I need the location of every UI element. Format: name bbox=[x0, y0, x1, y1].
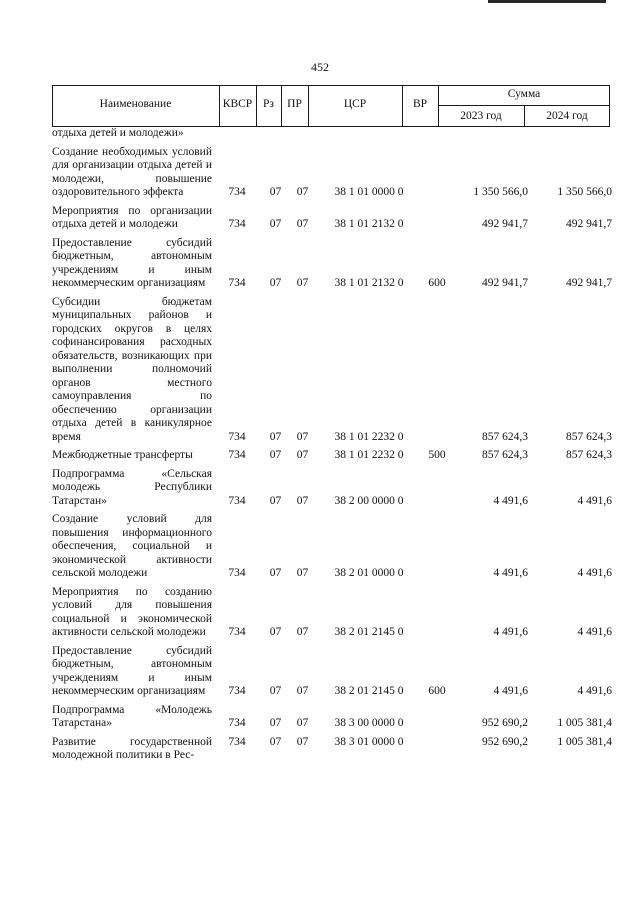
table-row bbox=[52, 205, 612, 232]
row-name: отдыха детей и молодежи» bbox=[52, 127, 184, 139]
row-rz: 07 bbox=[269, 430, 282, 443]
row-sum-2023: 492 941,7 bbox=[482, 277, 528, 289]
row-name: Подпрограмма «Молодежь Татарстана» bbox=[52, 703, 212, 729]
row-sum-2024: 4 491,6 bbox=[577, 626, 612, 638]
row-sum-2023: 1 350 566,0 bbox=[473, 186, 528, 198]
row-csr: 38 2 01 2145 0 bbox=[334, 685, 404, 697]
row-sum-2023: 952 690,2 bbox=[482, 717, 528, 729]
row-name: Мероприятия по организации отдыха детей и молодежи bbox=[52, 204, 212, 230]
row-rz: 07 bbox=[269, 626, 282, 638]
row-kvsr: 734 bbox=[228, 277, 246, 289]
table-row bbox=[52, 237, 612, 291]
row-kvsr: 734 bbox=[228, 186, 246, 198]
header-year-2023: 2023 год bbox=[460, 110, 502, 122]
row-rz: 07 bbox=[269, 717, 282, 729]
row-name: Субсидии бюджетам муниципальных районов и городских округов в целях софинансирования расходных обязательств, возникающих при выполнении полномочий органов местного самоуправления по обеспечению организации отдыха детей в каникулярное время bbox=[52, 295, 212, 443]
row-sum-2024: 4 491,6 bbox=[577, 685, 612, 697]
row-sum-2023: 492 941,7 bbox=[482, 218, 528, 230]
row-pr: 07 bbox=[296, 186, 309, 198]
row-sum-2024: 1 350 566,0 bbox=[557, 186, 612, 198]
sum-subheader-line bbox=[438, 105, 610, 106]
header-vr: ВР bbox=[412, 98, 428, 110]
row-vr: 600 bbox=[428, 685, 446, 697]
row-name: Развитие государственной молодежной политики в Рес- bbox=[52, 735, 212, 761]
row-name: Предоставление субсидий бюджетным, автономным учреждениям и иным некоммерческим организациям bbox=[52, 644, 212, 697]
row-kvsr: 734 bbox=[228, 717, 246, 729]
row-pr: 07 bbox=[296, 685, 309, 697]
row-pr: 07 bbox=[296, 717, 309, 729]
row-name: Создание необходимых условий для организации отдыха детей и молодежи, повышение оздоровительного эффекта bbox=[52, 145, 212, 198]
row-sum-2024: 4 491,6 bbox=[577, 494, 612, 507]
row-sum-2023: 952 690,2 bbox=[482, 735, 528, 748]
table-row bbox=[52, 513, 612, 581]
row-kvsr: 734 bbox=[228, 494, 246, 507]
row-sum-2024: 492 941,7 bbox=[566, 277, 612, 289]
table-row bbox=[52, 586, 612, 640]
table-row bbox=[52, 449, 612, 463]
row-pr: 07 bbox=[296, 626, 309, 638]
row-rz: 07 bbox=[269, 186, 282, 198]
table-row bbox=[52, 468, 612, 509]
row-sum-2023: 4 491,6 bbox=[493, 685, 528, 697]
header-kvsr: КВСР bbox=[222, 98, 253, 110]
header-rz: Рз bbox=[263, 98, 274, 110]
header-name: Наименование bbox=[99, 98, 172, 110]
row-rz: 07 bbox=[269, 218, 282, 230]
row-pr: 07 bbox=[296, 277, 309, 289]
row-rz: 07 bbox=[269, 567, 282, 579]
row-sum-2023: 857 624,3 bbox=[482, 449, 528, 461]
row-pr: 07 bbox=[296, 449, 309, 461]
row-csr: 38 3 01 0000 0 bbox=[334, 735, 404, 748]
row-csr: 38 3 00 0000 0 bbox=[334, 717, 404, 729]
row-rz: 07 bbox=[269, 494, 282, 507]
page-number: 452 bbox=[311, 60, 329, 74]
row-name: Межбюджетные трансферты bbox=[52, 449, 193, 461]
row-pr: 07 bbox=[296, 494, 309, 507]
row-sum-2023: 857 624,3 bbox=[482, 430, 528, 443]
scan-edge-mark bbox=[488, 0, 606, 3]
header-pr: ПР bbox=[287, 98, 302, 110]
row-sum-2024: 4 491,6 bbox=[577, 567, 612, 579]
row-sum-2024: 857 624,3 bbox=[566, 430, 612, 443]
row-rz: 07 bbox=[269, 449, 282, 461]
row-pr: 07 bbox=[296, 430, 309, 443]
row-sum-2023: 4 491,6 bbox=[493, 494, 528, 507]
row-pr: 07 bbox=[296, 218, 309, 230]
table-row bbox=[52, 127, 612, 141]
row-kvsr: 734 bbox=[228, 626, 246, 638]
row-sum-2024: 1 005 381,4 bbox=[557, 717, 612, 729]
row-csr: 38 1 01 0000 0 bbox=[334, 186, 404, 198]
row-kvsr: 734 bbox=[228, 567, 246, 579]
row-name: Подпрограмма «Сельская молодежь Республики Татарстан» bbox=[52, 467, 212, 507]
row-kvsr: 734 bbox=[228, 735, 246, 748]
row-csr: 38 1 01 2232 0 bbox=[334, 449, 404, 461]
row-sum-2023: 4 491,6 bbox=[493, 626, 528, 638]
row-name: Мероприятия по созданию условий для повышения социальной и экономической активности сельской молодежи bbox=[52, 585, 212, 638]
table-row bbox=[52, 146, 612, 200]
table-row bbox=[52, 736, 612, 763]
row-rz: 07 bbox=[269, 685, 282, 697]
row-pr: 07 bbox=[296, 735, 309, 748]
row-rz: 07 bbox=[269, 277, 282, 289]
row-kvsr: 734 bbox=[228, 430, 246, 443]
row-vr: 600 bbox=[428, 277, 446, 289]
row-vr: 500 bbox=[428, 449, 446, 461]
row-sum-2024: 492 941,7 bbox=[566, 218, 612, 230]
row-csr: 38 1 01 2232 0 bbox=[334, 430, 404, 443]
row-pr: 07 bbox=[296, 567, 309, 579]
row-kvsr: 734 bbox=[228, 685, 246, 697]
row-kvsr: 734 bbox=[228, 218, 246, 230]
row-sum-2024: 1 005 381,4 bbox=[557, 735, 612, 748]
header-csr: ЦСР bbox=[343, 98, 367, 110]
row-csr: 38 2 01 0000 0 bbox=[334, 567, 404, 579]
row-name: Предоставление субсидий бюджетным, автономным учреждениям и иным некоммерческим организациям bbox=[52, 236, 212, 289]
row-csr: 38 2 01 2145 0 bbox=[334, 626, 404, 638]
row-sum-2024: 857 624,3 bbox=[566, 449, 612, 461]
table-row bbox=[52, 296, 612, 445]
table-body bbox=[52, 127, 612, 768]
table-header bbox=[52, 85, 610, 127]
table-row bbox=[52, 645, 612, 699]
row-sum-2023: 4 491,6 bbox=[493, 567, 528, 579]
row-csr: 38 1 01 2132 0 bbox=[334, 218, 404, 230]
row-csr: 38 1 01 2132 0 bbox=[334, 277, 404, 289]
row-csr: 38 2 00 0000 0 bbox=[334, 494, 404, 507]
header-year-2024: 2024 год bbox=[546, 110, 588, 122]
header-border-top bbox=[52, 85, 610, 86]
row-name: Создание условий для повышения информационного обеспечения, социальной и экономической активности сельской молодежи bbox=[52, 513, 212, 579]
row-rz: 07 bbox=[269, 735, 282, 748]
header-sum: Сумма bbox=[507, 88, 541, 100]
table-row bbox=[52, 704, 612, 731]
row-kvsr: 734 bbox=[228, 449, 246, 461]
